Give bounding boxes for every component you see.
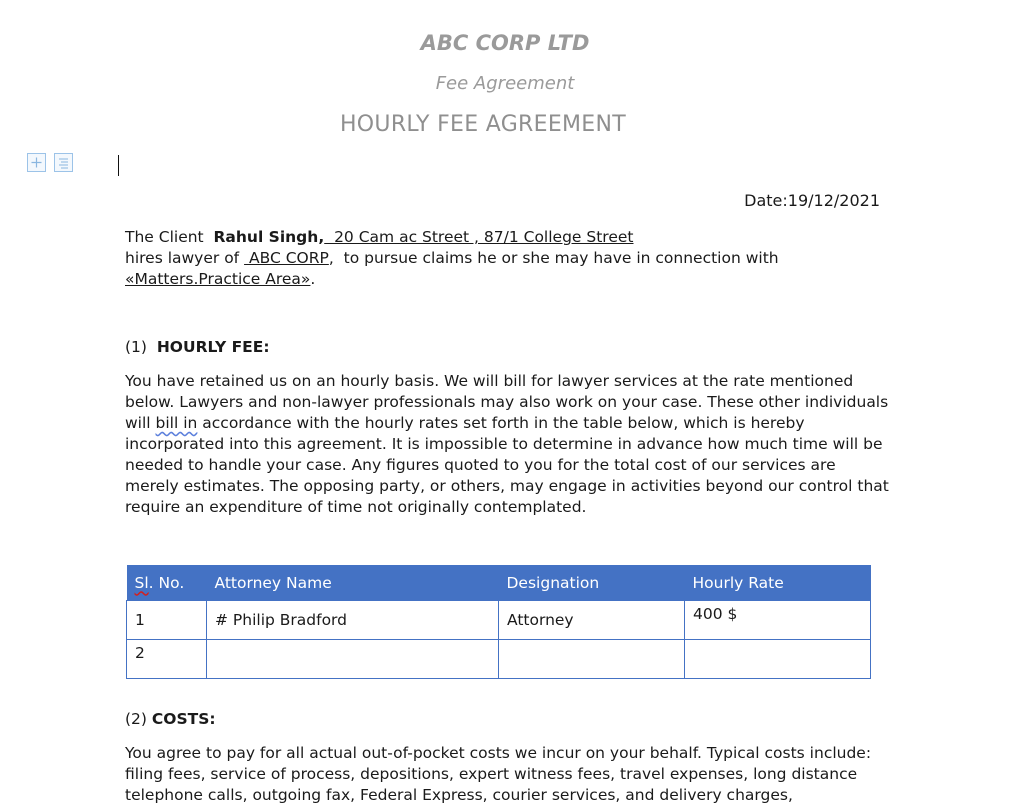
agreement-date: Date:19/12/2021 [744,191,880,210]
client-name: Rahul Singh [213,228,319,246]
section-1-number: (1) [125,338,147,356]
cell-designation[interactable] [499,640,685,679]
table-row [127,601,871,640]
document-title: HOURLY FEE AGREEMENT [339,112,627,137]
section-2-heading [125,710,216,728]
spell-flag[interactable]: Sl [134,573,149,592]
company-name: ABC CORP LTD [420,31,590,55]
col-designation[interactable]: Designation [499,565,685,601]
cell-attorney-name[interactable] [207,640,499,679]
cell-attorney-name[interactable]: # Philip Bradford [207,601,499,640]
hourly-rates-table [126,565,871,679]
col-hourly-rate[interactable]: Hourly Rate [685,565,871,601]
pursue-text: , to pursue claims he or she may have in connection with [328,249,779,267]
text-lines-icon[interactable] [54,153,73,172]
section-1-title: HOURLY FEE: [156,338,270,356]
practice-area-field[interactable]: «Matters.Practice Area» [125,270,311,288]
cell-hourly-rate[interactable] [685,640,871,679]
plus-box-icon[interactable] [27,153,46,172]
firm-name: ABC CORP [244,249,329,267]
cell-hourly-rate[interactable]: 400 $ [685,601,871,640]
client-paragraph[interactable]: The Client Rahul Singh, 20 Cam ac Street , 87/1 College Street hires lawyer of ABC CORP, to pursue claims he or she may have in connection with «Matters.Practice Area». [125,228,779,288]
section-1-heading [125,338,270,356]
cell-sl[interactable]: 1 [127,601,207,640]
text-cursor [118,155,119,176]
cell-sl[interactable]: 2 [127,640,207,679]
document-subtitle: Fee Agreement [435,73,575,94]
col-sl-no[interactable]: Sl. No. [127,565,207,601]
section-2-number: (2) [125,710,147,728]
cell-designation[interactable]: Attorney [499,601,685,640]
costs-paragraph[interactable]: You agree to pay for all actual out-of-pocket costs we incur on your behalf. Typical costs include: filing fees, service of process, depositions, expert witness fees, travel expenses, long distance telephone calls, outgoing fax, Federal Express, courier services, and delivery charges, [125,744,872,804]
client-address: 20 Cam ac Street , 87/1 College Street [324,228,634,246]
section-2-title: COSTS: [151,710,216,728]
col-attorney-name[interactable]: Attorney Name [207,565,499,601]
grammar-flag[interactable]: bill in [155,414,198,432]
client-lead: The Client [125,228,204,246]
hires-text: hires lawyer of [125,249,245,267]
hourly-fee-paragraph[interactable]: You have retained us on an hourly basis. We will bill for lawyer services at the rate mentioned below. Lawyers and non-lawyer professionals may also work on your case. These other individuals will bill in accordance with the hourly rates set forth in the table below, which is hereby incorporated into this agreement. It is impossible to determine in advance how much time will be needed to handle your case. Any figures quoted to you for the total cost of our services are merely estimates. The opposing party, or others, may engage in activities beyond our control that require an expenditure of time not originally contemplated. [125,372,889,516]
table-row [127,640,871,679]
